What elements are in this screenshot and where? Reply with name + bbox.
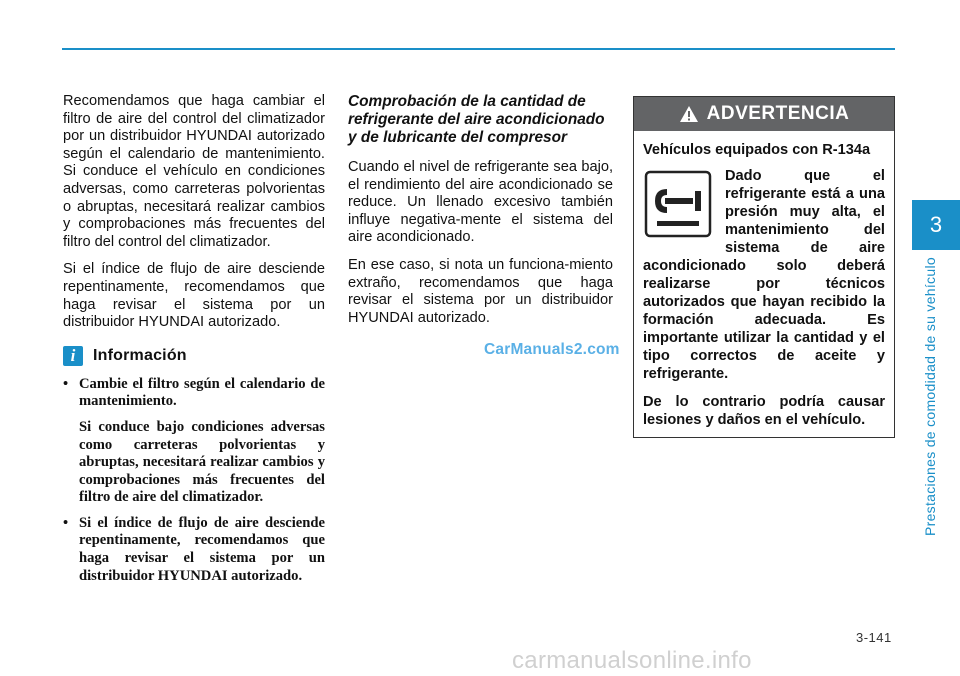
info-bullet-subtext: Si conduce bajo condiciones adversas como carreteras polvorientas y abruptas, necesitará realizar cambios y comprobaciones más frecuentes del filtro de aire del climatizador. — [79, 418, 325, 506]
column-left — [63, 93, 325, 593]
paragraph: Si el índice de flujo de aire desciende repentinamente, recomendamos que haga revisar el sistema por un distribuidor HYUNDAI autorizado. — [63, 261, 325, 331]
footer-watermark: carmanualsonline.info — [512, 647, 752, 674]
info-bullet-text: Si el índice de flujo de aire desciende repentinamente, recomendamos que haga revisar el sistema por un distribuidor HYUNDAI autorizado. — [79, 514, 325, 584]
info-heading — [63, 346, 325, 366]
info-title: Información — [93, 346, 187, 364]
warning-paragraph: Dado que el refrigerante está a una presión muy alta, el mantenimiento del sistema de aire acondicionado solo deberá realizarse por técnicos autorizados que hayan recibido la formación adecuada. Es importante utilizar la cantidad y el tipo correctos de aceite y refrigerante. — [643, 168, 885, 382]
chapter-side-title-text: Prestaciones de comodidad de su vehículo — [922, 257, 938, 536]
paragraph: En ese caso, si nota un funciona-miento extraño, recomendamos que haga revisar el sistema por un distribuidor HYUNDAI autorizado. — [348, 256, 613, 326]
warning-box — [633, 96, 895, 438]
section-title: Comprobación de la cantidad de refrigerante del aire acondicionado y de lubricante del compresor — [348, 93, 605, 146]
warning-subtitle: Vehículos equipados con R-134a — [643, 142, 871, 158]
chapter-tab: 3 — [912, 200, 960, 250]
column-middle — [348, 93, 613, 337]
page-number: 3-141 — [856, 630, 892, 645]
paragraph: Cuando el nivel de refrigerante sea bajo, el rendimiento del aire acondicionado se reduce. Un llenado excesivo también influye negativa-mente el sistema del aire acondicionado. — [348, 159, 613, 246]
watermark: CarManuals2.com — [484, 341, 620, 358]
top-rule — [62, 48, 895, 50]
wrench-manual-icon — [643, 169, 713, 239]
info-bullet: • Si el índice de flujo de aire desciende repentinamente, recomendamos que haga revisar el sistema por un distribuidor HYUNDAI autorizado. — [63, 514, 325, 584]
warning-title: ADVERTENCIA — [706, 103, 850, 124]
info-bullet: • Cambie el filtro según el calendario de mantenimiento. Si conduce bajo condiciones adversas como carreteras polvorientas y abruptas, necesitará realizar cambios y comprobaciones más frecuentes del filtro de aire del climatizador. — [63, 375, 325, 506]
paragraph: Recomendamos que haga cambiar el filtro de aire del control del climatizador por un distribuidor HYUNDAI autorizado según el calendario de mantenimiento. Si conduce el vehículo en condiciones adversas, como carreteras polvorientas o abruptas, necesitará realizar cambios y comprobaciones más frecuentes del filtro del control del climatizador. — [63, 93, 325, 250]
info-bullet-text: Cambie el filtro según el calendario de mantenimiento. — [79, 375, 325, 410]
warning-paragraph: De lo contrario podría causar lesiones y daños en el vehículo. — [643, 394, 885, 428]
warning-body — [634, 131, 894, 429]
info-icon: i — [63, 346, 83, 366]
warning-header — [634, 97, 894, 131]
warning-triangle-icon — [679, 105, 699, 123]
chapter-side-title — [920, 256, 944, 536]
